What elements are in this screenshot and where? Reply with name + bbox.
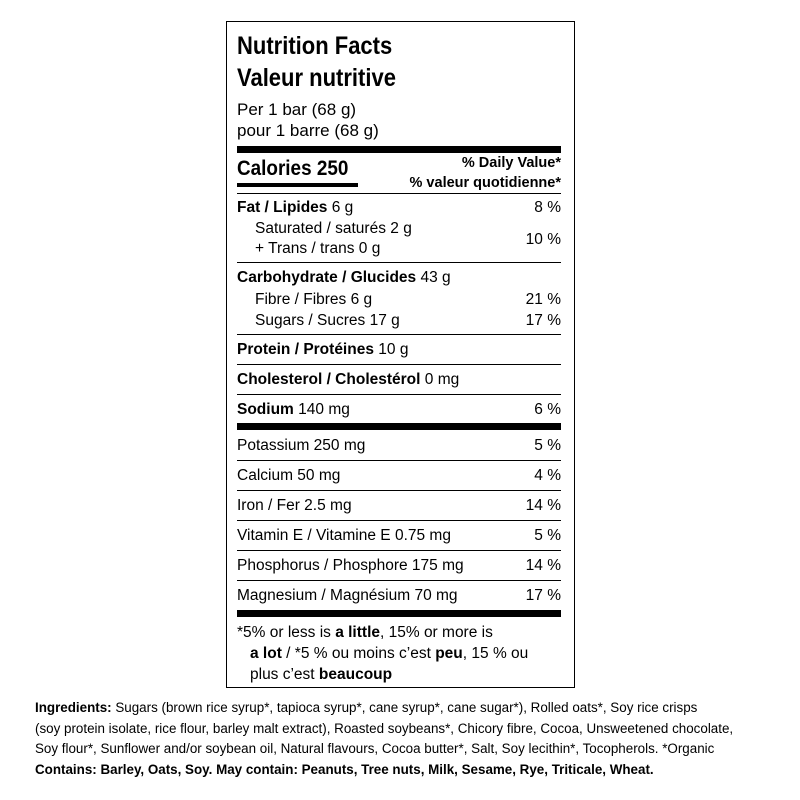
nutrition-facts-panel xyxy=(226,21,575,688)
potassium-row: Potassium 250 mg xyxy=(237,437,366,454)
footnote-text: *5% or less is xyxy=(237,624,336,641)
daily-value-header-en: % Daily Value* xyxy=(461,155,561,171)
iron-dv: 14 % xyxy=(525,497,561,514)
sodium-dv: 6 % xyxy=(534,401,561,418)
footnote-line-3 xyxy=(250,667,392,683)
vitamin-e-dv: 5 % xyxy=(534,527,561,544)
calories-label: Calories 250 xyxy=(237,157,349,180)
thick-rule xyxy=(237,423,561,430)
cholesterol-row xyxy=(237,372,459,388)
ingredients-line-2: (soy protein isolate, rice flour, barley malt extract), Roasted soybeans*, Chicory fibre, Cocoa, Unsweetened chocolate, xyxy=(35,720,734,736)
sugars-dv: 17 % xyxy=(525,312,561,329)
saturated-row: Saturated / saturés 2 g xyxy=(255,220,412,237)
divider xyxy=(237,550,561,551)
ingredients-line-3: Soy flour*, Sunflower and/or soybean oil, Natural flavours, Cocoa butter*, Salt, Soy lecithin*, Tocopherols. *Organic xyxy=(35,741,715,756)
footnote-emphasis: a little xyxy=(335,624,380,641)
divider xyxy=(237,364,561,365)
footnote-emphasis: beaucoup xyxy=(318,666,393,683)
title-fr: Valeur nutritive xyxy=(237,64,396,92)
protein-amount: 10 g xyxy=(378,341,409,358)
phosphorus-dv: 14 % xyxy=(525,557,561,574)
footnote-text: / *5 % ou moins c’est xyxy=(281,645,436,662)
ingredients-block xyxy=(35,698,785,780)
footnote-emphasis: a lot xyxy=(250,645,282,662)
sodium-label: Sodium xyxy=(237,401,294,418)
calcium-dv: 4 % xyxy=(534,467,561,484)
ingredients-line-1 xyxy=(35,698,785,719)
calories-underline xyxy=(237,183,358,187)
iron-row: Iron / Fer 2.5 mg xyxy=(237,497,352,514)
phosphorus-row: Phosphorus / Phosphore 175 mg xyxy=(237,557,464,574)
ingredients-text: Sugars (brown rice syrup*, tapioca syrup*, cane syrup*, cane sugar*), Rolled oats*, Soy rice crisps xyxy=(111,700,698,715)
trans-row: + Trans / trans 0 g xyxy=(255,240,381,257)
divider xyxy=(237,580,561,581)
footnote-text: plus c’est xyxy=(250,666,319,683)
daily-value-header-fr: % valeur quotidienne* xyxy=(409,175,561,191)
divider xyxy=(237,193,561,194)
magnesium-row: Magnesium / Magnésium 70 mg xyxy=(237,587,458,604)
divider xyxy=(237,394,561,395)
thick-rule xyxy=(237,146,561,153)
vitamin-e-row: Vitamin E / Vitamine E 0.75 mg xyxy=(237,527,451,544)
potassium-dv: 5 % xyxy=(534,437,561,454)
title-en: Nutrition Facts xyxy=(237,32,393,60)
cholesterol-amount: 0 mg xyxy=(424,371,460,388)
divider xyxy=(237,490,561,491)
sugars-row: Sugars / Sucres 17 g xyxy=(255,312,400,329)
divider xyxy=(237,520,561,521)
footnote-text: , 15 % ou xyxy=(462,645,529,662)
cholesterol-label: Cholesterol / Cholestérol xyxy=(237,371,421,388)
carbohydrate-row xyxy=(237,270,451,286)
fat-dv: 8 % xyxy=(534,199,561,216)
footnote-emphasis: peu xyxy=(435,645,463,662)
thick-rule xyxy=(237,610,561,617)
footnote-line-1 xyxy=(237,625,493,641)
carbohydrate-label: Carbohydrate / Glucides xyxy=(237,269,417,286)
divider xyxy=(237,262,561,263)
serving-size-fr: pour 1 barre (68 g) xyxy=(237,121,379,140)
protein-label: Protein / Protéines xyxy=(237,341,374,358)
fibre-dv: 21 % xyxy=(525,291,561,308)
calcium-row: Calcium 50 mg xyxy=(237,467,341,484)
divider xyxy=(237,460,561,461)
fat-row xyxy=(237,200,353,216)
allergen-statement: Contains: Barley, Oats, Soy. May contain: Peanuts, Tree nuts, Milk, Sesame, Rye, Triticale, Wheat. xyxy=(35,761,654,777)
sodium-amount: 140 mg xyxy=(298,401,350,418)
serving-size-en: Per 1 bar (68 g) xyxy=(237,100,357,119)
saturated-trans-dv: 10 % xyxy=(525,231,561,248)
fat-label: Fat / Lipides xyxy=(237,199,328,216)
fibre-row: Fibre / Fibres 6 g xyxy=(255,291,373,308)
footnote-text: , 15% or more is xyxy=(380,624,493,641)
ingredients-heading: Ingredients: xyxy=(35,700,112,715)
protein-row xyxy=(237,342,408,358)
footnote-line-2 xyxy=(250,646,528,662)
fat-amount: 6 g xyxy=(331,199,354,216)
sodium-row xyxy=(237,402,350,418)
carbohydrate-amount: 43 g xyxy=(420,269,451,286)
magnesium-dv: 17 % xyxy=(525,587,561,604)
divider xyxy=(237,334,561,335)
